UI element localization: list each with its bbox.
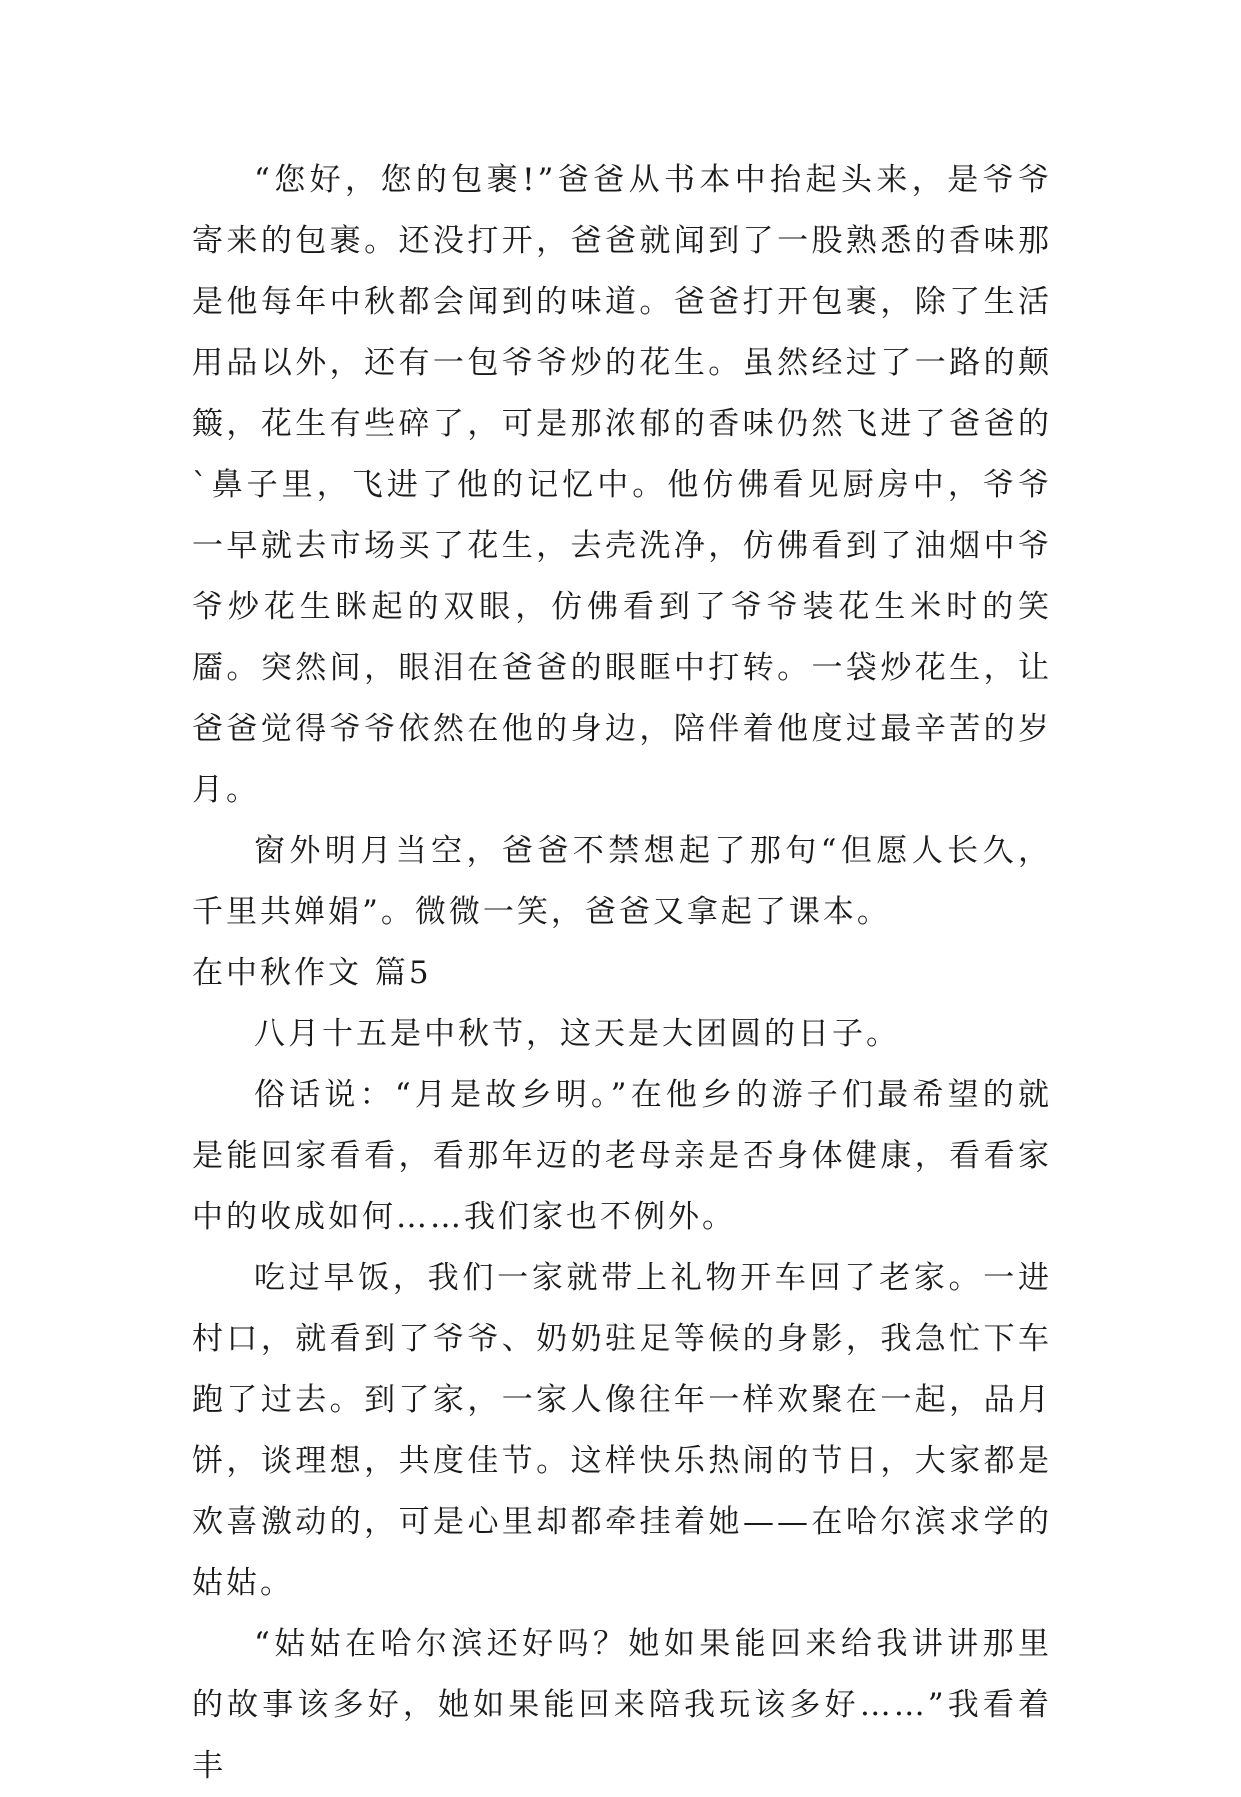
paragraph-proverb: 俗话说：“月是故乡明。”在他乡的游子们最希望的就是能回家看看，看那年迈的老母亲是否身体健康，看看家中的收成如何……我们家也不例外。	[192, 1077, 1052, 1235]
paragraph-aunt-harbin: “姑姑在哈尔滨还好吗？她如果能回来给我讲讲那里的故事该多好，她如果能回来陪我玩该多好……”我看着丰	[192, 1626, 1052, 1784]
paragraph-family-reunion: 吃过早饭，我们一家就带上礼物开车回了老家。一进村口，就看到了爷爷、奶奶驻足等候的身影，我急忙下车跑了过去。到了家，一家人像往年一样欢聚在一起，品月饼，谈理想，共度佳节。这样快乐热闹的节日，大家都是欢喜激动的，可是心里却都牵挂着她——在哈尔滨求学的姑姑。	[192, 1260, 1052, 1601]
document-page	[192, 150, 1052, 1797]
paragraph-package: “您好，您的包裹!”爸爸从书本中抬起头来，是爷爷寄来的包裹。还没打开，爸爸就闻到了一股熟悉的香味那是他每年中秋都会闻到的味道。爸爸打开包裹，除了生活用品以外，还有一包爷爷炒的花生。虽然经过了一路的颠簸，花生有些碎了，可是那浓郁的香味仍然飞进了爸爸的`鼻子里，飞进了他的记忆中。他仿佛看见厨房中，爷爷一早就去市场买了花生，去壳洗净，仿佛看到了油烟中爷爷炒花生眯起的双眼，仿佛看到了爷爷装花生米时的笑靥。突然间，眼泪在爸爸的眼眶中打转。一袋炒花生，让爸爸觉得爷爷依然在他的身边，陪伴着他度过最辛苦的岁月。	[192, 162, 1052, 808]
paragraph-moon-window: 窗外明月当空，爸爸不禁想起了那句“但愿人长久，千里共婵娟”。微微一笑，爸爸又拿起了课本。	[192, 833, 1052, 930]
section-heading: 在中秋作文 篇5	[192, 955, 432, 991]
paragraph-mid-autumn-intro: 八月十五是中秋节，这天是大团圆的日子。	[254, 1016, 900, 1052]
